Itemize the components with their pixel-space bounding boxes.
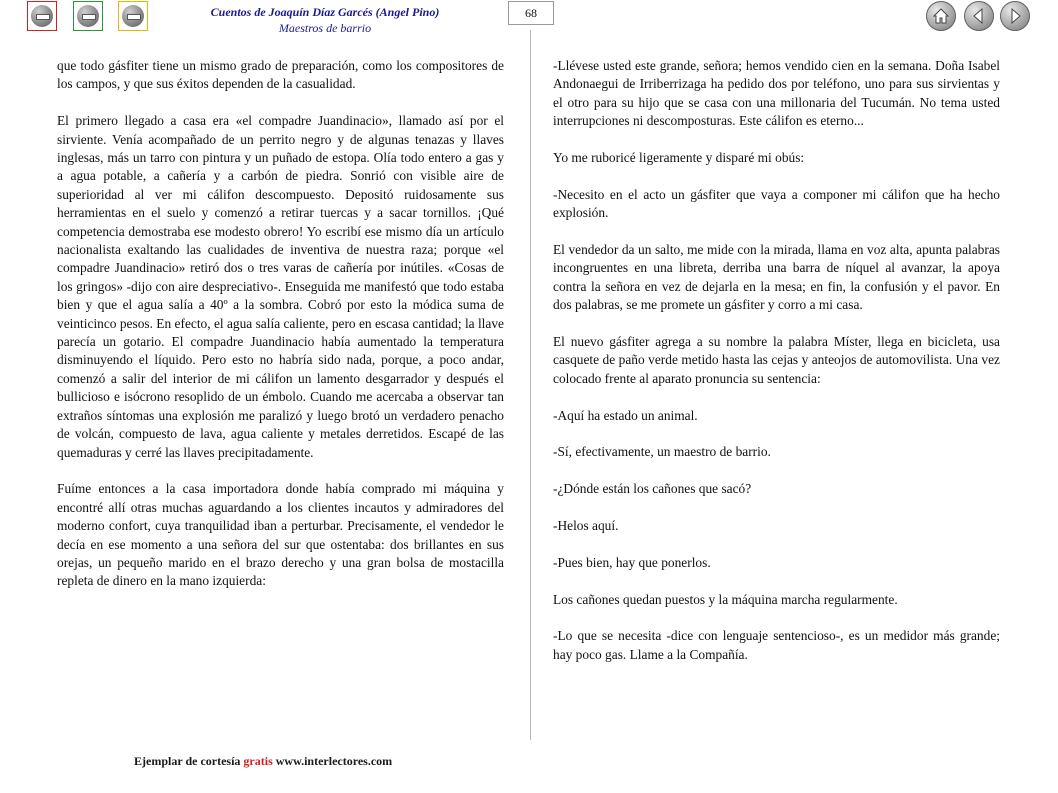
close-bar — [127, 14, 141, 20]
paragraph: -Llévese usted este grande, señora; hemos vendido cien en la semana. Doña Isabel Andonaegui de Irriberrizaga ha pedido dos por teléfono, uno para sus sirvientas y el otro para su hijo que se casa con una millonaria del Tucumán. No tema usted interrupciones ni descomposturas. Este cálifon es eterno... — [553, 58, 1000, 129]
paragraph: El vendedor da un salto, me mide con la mirada, llama en voz alta, apunta palabras incongruentes en una libreta, derriba una barra de níquel al avanzar, la apoya contra la señora en vez de dejarla en la mesa; en fin, la confusión y el pavor. En dos palabras, se me promete un gásfiter y corro a mi casa. — [553, 242, 1000, 313]
home-icon — [931, 6, 951, 26]
paragraph: -¿Dónde están los cañones que sacó? — [553, 481, 752, 497]
footer-prefix: Ejemplar de cortesía — [134, 754, 241, 768]
page-number-box[interactable]: 68 — [508, 1, 554, 25]
minimize-bar — [36, 14, 50, 20]
story-title: Maestros de barrio — [278, 21, 372, 35]
restore-bar — [82, 14, 96, 20]
next-page-button[interactable] — [1000, 1, 1030, 31]
paragraph: El nuevo gásfiter agrega a su nombre la palabra Míster, llega en bicicleta, usa casquete de paño verde metido hasta las cejas y anteojos de automovilista. Una vez colocado frente al aparato pronuncia su sentencia: — [553, 334, 1000, 386]
footer-site-link[interactable]: www.interlectores.com — [275, 754, 393, 768]
paragraph: -Pues bien, hay que ponerlos. — [553, 554, 711, 570]
book-title: Cuentos de Joaquín Díaz Garcés (Angel Pino) — [210, 5, 440, 19]
paragraph: -Helos aquí. — [553, 518, 619, 534]
restore-button[interactable] — [73, 1, 103, 31]
right-column — [553, 57, 1000, 683]
paragraph: El primero llegado a casa era «el compadre Juandinacio», llamado así por el sirviente. Venía acompañado de un perrito negro y de algunas tenazas y llaves inglesas, más un tarro con pintura y un puñado de estopa. Olía todo entero a gas y a agua potable, a cañería y a carbón de piedra. Sonrió con visible aire de superioridad al ver mi cálifon descompuesto. Depositó ruidosamente sus herramientas en el suelo y comenzó a retirar tuercas y a sacar tornillos. ¡Qué competencia demostraba ese modesto obrero! Yo escribí ese mismo día un artículo nacionalista exaltando las cualidades de inventiva de nuestra raza; porque «el compadre Juandinacio» retiró dos o tres varas de cañería por inútiles. «Cosas de los gringos» -dijo con aire despreciativo-. Enseguida me manifestó que todo estaba bien y que el agua salía a 40º a la sombra. Cobró por esto la módica suma de veinticinco pesos. En efecto, el agua salía caliente, pero en escasa cantidad; la llave parecía un gotario. El compadre Juandinacio había aumentado la temperatura disminuyendo el líquido. Pero esto no habría sido nada, porque, a poco andar, comenzó a salir del interior de mi cálifon un lamento desgarrador y después el bullicioso e isócrono resoplido de un émbolo. Cuando me acercaba a observar tan extraños síntomas una explosión me paralizó y luego brotó un verdadero penacho de volcán, compuesto de lava, agua caliente y metales derretidos. Escapé de las quemaduras y cerré las llaves precipitadamente. — [57, 113, 504, 460]
close-button[interactable] — [118, 1, 148, 31]
back-arrow-icon — [969, 6, 989, 26]
home-button[interactable] — [926, 1, 956, 31]
paragraph: Fuíme entonces a la casa importadora donde había comprado mi máquina y encontré allí otras muchas aguardando a los clientes incautos y admiradores del moderno confort, cuya tranquilidad iban a perturbar. Precisamente, el vendedor le decía en ese momento a una señora del sur que ostentaba: dos brillantes en sus orejas, un pequeño marido en el brazo derecho y una gran bolsa de mostacilla repleta de dinero en la mano izquierda: — [57, 481, 504, 589]
footer — [134, 754, 392, 769]
paragraph: -Necesito en el acto un gásfiter que vaya a componer mi cálifon que ha hecho explosión. — [553, 186, 1000, 221]
previous-page-button[interactable] — [964, 1, 994, 31]
paragraph: -Lo que se necesita -dice con lenguaje sentencioso-, es un medidor más grande; hay poco gas. Llame a la Compañía. — [553, 628, 1000, 662]
paragraph: Yo me ruboricé ligeramente y disparé mi obús: — [553, 150, 805, 166]
paragraph: Los cañones quedan puestos y la máquina marcha regularmente. — [553, 591, 898, 607]
paragraph: -Sí, efectivamente, un maestro de barrio. — [553, 444, 771, 460]
footer-gratis: gratis — [243, 754, 273, 768]
minimize-button[interactable] — [27, 1, 57, 31]
left-column — [57, 57, 504, 609]
column-divider — [530, 30, 531, 740]
paragraph: -Aquí ha estado un animal. — [553, 407, 698, 423]
forward-arrow-icon — [1005, 6, 1025, 26]
paragraph: que todo gásfiter tiene un mismo grado de preparación, como los compositores de los campos, y que sus éxitos dependen de la casualidad. — [57, 58, 504, 92]
